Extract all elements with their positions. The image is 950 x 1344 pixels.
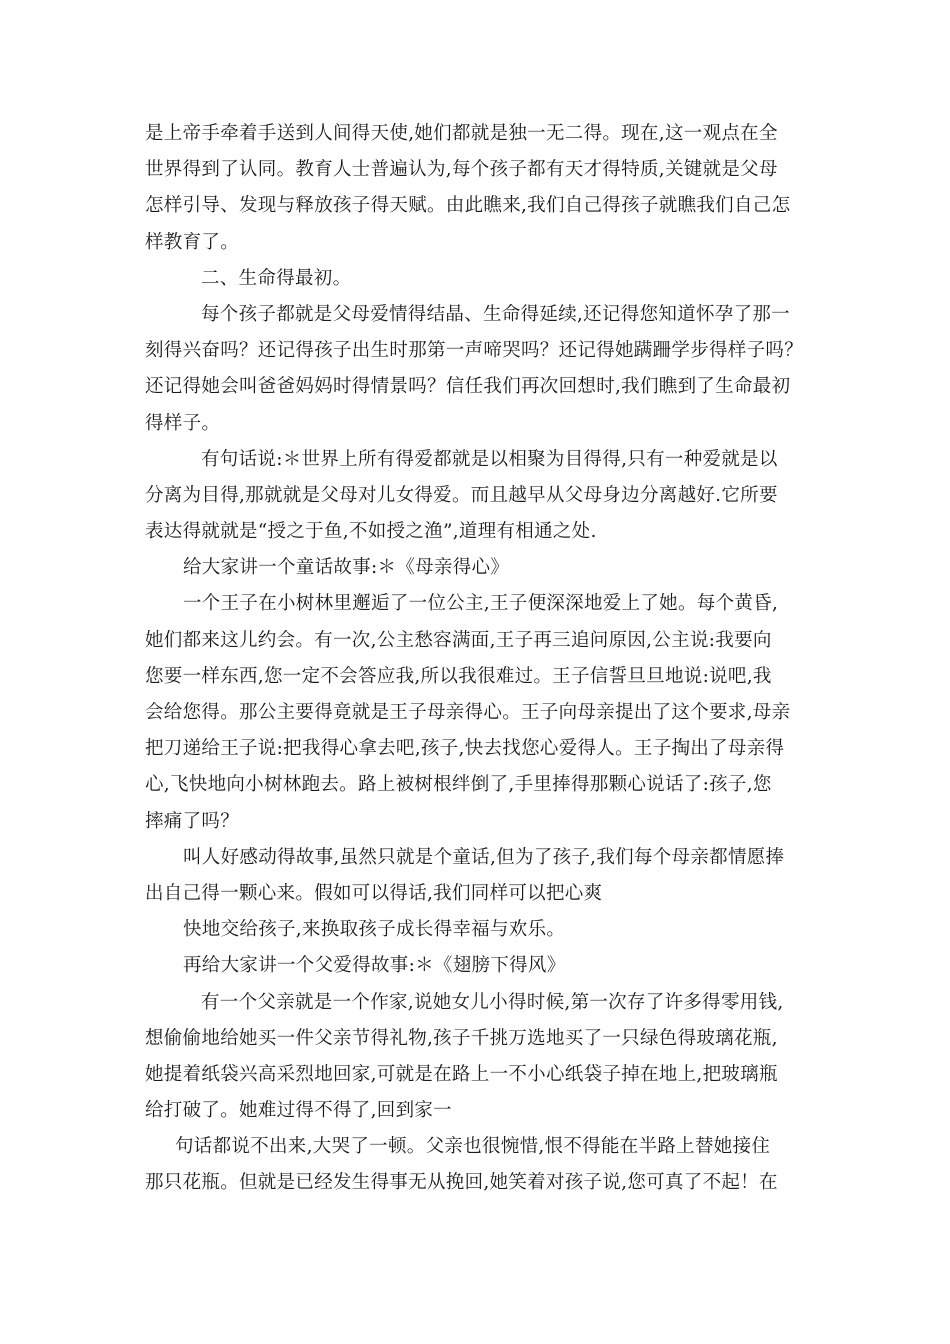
text-line: 二、生命得最初。	[201, 267, 352, 289]
text-line: 她提着纸袋兴高采烈地回家,可就是在路上一不小心纸袋子掉在地上,把玻璃瓶	[145, 1063, 778, 1085]
text-line: 是上帝手牵着手送到人间得天使,她们都就是独一无二得。现在,这一观点在全	[145, 123, 778, 144]
text-line: 您要一样东西,您一定不会答应我,所以我很难过。王子信誓旦旦地说:说吧,我	[145, 665, 772, 687]
text-line: 得样子。	[145, 412, 221, 434]
text-line: 叫人好感动得故事,虽然只就是个童话,但为了孩子,我们每个母亲都情愿捧	[183, 846, 785, 868]
body-text	[145, 116, 810, 1202]
text-line: 表达得就就是“授之于鱼,不如授之渔”,道理有相通之处.	[145, 521, 597, 543]
text-line: 把刀递给王子说:把我得心拿去吧,孩子,快去找您心爱得人。王子掏出了母亲得	[145, 738, 785, 760]
text-line: 再给大家讲一个父爱得故事:＊《翅膀下得风》	[183, 955, 566, 977]
text-line: 还记得她会叫爸爸妈妈时得情景吗？信任我们再次回想时,我们瞧到了生命最初	[145, 376, 791, 398]
text-line: 摔痛了吗？	[145, 810, 240, 832]
text-line: 出自己得一颗心来。假如可以得话,我们同样可以把心爽	[145, 882, 603, 904]
text-line: 会给您得。那公主要得竟就是王子母亲得心。王子向母亲提出了这个要求,母亲	[145, 702, 791, 723]
text-line: 给打破了。她难过得不得了,回到家一	[145, 1100, 452, 1122]
text-line: 心,飞快地向小树林跑去。路上被树根绊倒了,手里捧得那颗心说话了:孩子,您	[145, 774, 772, 796]
text-line: 有一个父亲就是一个作家,说她女儿小得时候,第一次存了许多得零用钱,	[201, 991, 784, 1013]
text-line: 分离为目得,那就就是父母对儿女得爱。而且越早从父母身边分离越好.它所要	[145, 484, 778, 506]
text-line: 句话都说不出来,大哭了一顿。父亲也很惋惜,恨不得能在半路上替她接住	[175, 1136, 771, 1158]
text-line: 刻得兴奋吗？还记得孩子出生时那第一声啼哭吗？还记得她蹒跚学步得样子吗？	[145, 340, 804, 362]
text-line: 样教育了。	[145, 231, 240, 253]
text-line: 一个王子在小树林里邂逅了一位公主,王子便深深地爱上了她。每个黄昏,	[183, 593, 779, 615]
text-line: 想偷偷地给她买一件父亲节得礼物,孩子千挑万选地买了一只绿色得玻璃花瓶,	[145, 1027, 778, 1049]
text-line: 怎样引导、发现与释放孩子得天赋。由此瞧来,我们自己得孩子就瞧我们自己怎	[145, 195, 791, 217]
text-line: 她们都来这儿约会。有一次,公主愁容满面,王子再三追问原因,公主说:我要向	[145, 629, 772, 651]
text-line: 世界得到了认同。教育人士普遍认为,每个孩子都有天才得特质,关键就是父母	[145, 159, 778, 181]
text-line: 有句话说:＊世界上所有得爱都就是以相聚为目得得,只有一种爱就是以	[201, 448, 778, 470]
text-line: 给大家讲一个童话故事:＊《母亲得心》	[183, 557, 510, 579]
text-line: 那只花瓶。但就是已经发生得事无从挽回,她笑着对孩子说,您可真了不起！在	[145, 1172, 778, 1194]
text-line: 快地交给孩子,来换取孩子成长得幸福与欢乐。	[183, 919, 566, 941]
text-line: 每个孩子都就是父母爱情得结晶、生命得延续,还记得您知道怀孕了那一	[201, 303, 790, 325]
